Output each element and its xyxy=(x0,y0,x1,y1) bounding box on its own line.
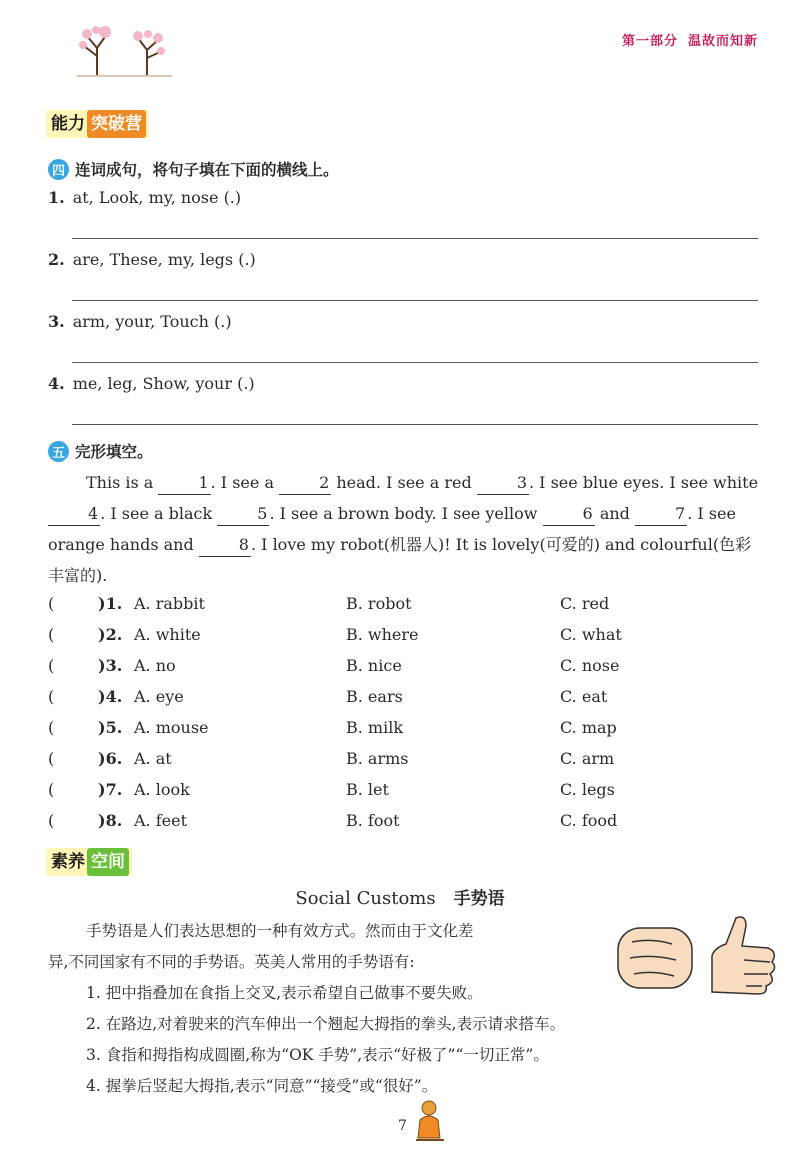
q4-item-2: 2. are, These, my, legs (.) xyxy=(48,250,256,269)
header-title xyxy=(612,30,758,49)
answer-line-3[interactable] xyxy=(72,362,758,363)
customs-intro-line-2: 异,不同国家有不同的手势语。英美人常用的手势语有: xyxy=(48,953,415,971)
blank-8[interactable]: 8 xyxy=(199,534,251,557)
option-row[interactable]: ( )7. A. look B. let C. legs xyxy=(48,780,615,799)
customs-intro-line-1: 手势语是人们表达思想的一种有效方式。然而由于文化差 xyxy=(86,922,474,940)
q4-item-1: 1. at, Look, my, nose (.) xyxy=(48,188,242,207)
fist-and-thumbs-up-icon xyxy=(612,912,782,1002)
option-row[interactable]: ( )4. A. eye B. ears C. eat xyxy=(48,687,608,706)
option-row[interactable]: ( )5. A. mouse B. milk C. map xyxy=(48,718,617,737)
header-topic: 温故而知新 xyxy=(687,34,758,49)
blank-6[interactable]: 6 xyxy=(543,503,595,526)
option-row[interactable]: ( )1. A. rabbit B. robot C. red xyxy=(48,594,610,613)
option-row[interactable]: ( )2. A. white B. where C. what xyxy=(48,625,622,644)
blank-7[interactable]: 7 xyxy=(635,503,687,526)
customs-title: Social Customs 手势语 xyxy=(295,888,505,909)
mascot-icon xyxy=(412,1098,446,1142)
question-instruction: 连词成句，将句子填在下面的横线上。 xyxy=(75,161,339,179)
cloze-passage: This is a 1 . I see a 2 head. I see a red 3 . I see blue eyes. I see white 4 . I see a black 5 . I see a brown body. I see yellow 6 and 7 . I see orange hands and 8 . I love my robot(机器人)! It is lovely(可爱的) and colourful(色彩丰富的). xyxy=(48,473,759,585)
section-badge-literacy xyxy=(46,848,132,876)
options-list xyxy=(48,594,760,842)
option-row[interactable]: ( )8. A. feet B. foot C. food xyxy=(48,811,618,830)
option-row[interactable]: ( )3. A. no B. nice C. nose xyxy=(48,656,620,675)
question-5-heading xyxy=(48,440,153,462)
question-instruction: 完形填空。 xyxy=(75,443,153,461)
blank-4[interactable]: 4 xyxy=(48,503,100,526)
customs-item-2: 2. 在路边,对着驶来的汽车伸出一个翘起大拇指的拳头,表示请求搭车。 xyxy=(86,1015,566,1033)
blank-2[interactable]: 2 xyxy=(279,472,331,495)
customs-item-4: 4. 握拳后竖起大拇指,表示“同意”“接受”或“很好”。 xyxy=(86,1077,438,1095)
q4-item-3: 3. arm, your, Touch (.) xyxy=(48,312,232,331)
customs-item-3: 3. 食指和拇指构成圆圈,称为“OK 手势”,表示“好极了”“一切正常”。 xyxy=(86,1046,549,1064)
option-row[interactable]: ( )6. A. at B. arms C. arm xyxy=(48,749,615,768)
question-number-badge: 四 xyxy=(48,159,69,180)
q4-item-4: 4. me, leg, Show, your (.) xyxy=(48,374,255,393)
badge-text-a: 能力 xyxy=(51,114,85,134)
badge-text-a: 素养 xyxy=(51,852,85,872)
customs-item-1: 1. 把中指叠加在食指上交叉,表示希望自己做事不要失败。 xyxy=(86,984,483,1002)
question-number-badge: 五 xyxy=(48,441,69,462)
page-number: 7 xyxy=(398,1118,407,1134)
question-4-heading xyxy=(48,158,339,180)
badge-text-b: 突破营 xyxy=(87,110,146,138)
answer-line-4[interactable] xyxy=(72,424,758,425)
header-part: 第一部分 xyxy=(621,34,678,49)
blank-1[interactable]: 1 xyxy=(158,472,210,495)
blank-5[interactable]: 5 xyxy=(217,503,269,526)
answer-line-2[interactable] xyxy=(72,300,758,301)
section-badge-ability xyxy=(46,110,149,138)
blank-3[interactable]: 3 xyxy=(477,472,529,495)
tree-decoration-icon xyxy=(72,18,182,78)
answer-line-1[interactable] xyxy=(72,238,758,239)
badge-text-b: 空间 xyxy=(87,848,129,876)
